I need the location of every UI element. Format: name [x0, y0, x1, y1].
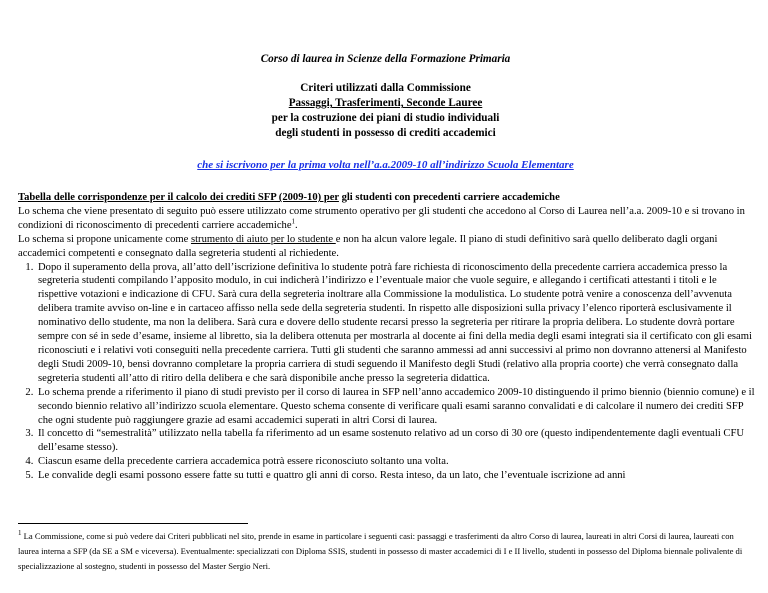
header-line-4: degli studenti in possesso di crediti accademici — [275, 127, 496, 139]
list-item: 2. Lo schema prende a riferimento il piano di studi previsto per il corso di laurea in SFP nell’anno accademico 2009-10 distinguendo il primo biennio (biennio comune) e il secondo biennio relativo all’indirizzo scuola elementare. Questo schema consente di verificare quali esami saranno convalidati e di calcolare il numero dei crediti SFP che ogni studente può raggiungere grazie ad esami accademici superati in altri Corsi di laurea. — [36, 386, 756, 428]
header-line-1: Criteri utilizzati dalla Commissione — [300, 82, 471, 94]
intro-paragraph-2: Lo schema si propone unicamente come strumento di aiuto per lo studente e non ha alcun valore legale. Il piano di studi definitivo sarà quello deliberato dagli organi accademici competenti e consegnato dalla segreteria studenti al richiedente. — [18, 233, 718, 259]
footnote-number: 1 — [18, 529, 22, 538]
footnote-ref[interactable]: 1 — [291, 217, 296, 226]
list-item: 3. Il concetto di “semestralità” utilizzato nella tabella fa riferimento ad un esame sostenuto relativo ad un corso di 30 ore (questo indipendentemente dagli eventuali CFU dell’esame stesso). — [36, 427, 756, 455]
table-title-rest: gli studenti con precedenti carriere accademiche — [338, 192, 560, 203]
footnote-divider — [18, 523, 248, 524]
document-body — [18, 191, 756, 483]
table-title — [18, 191, 756, 205]
list-item: 4. Ciascun esame della precedente carriera accademica potrà essere riconosciuto soltanto una volta. — [36, 455, 756, 469]
list-item: 1. Dopo il superamento della prova, all’atto dell’iscrizione definitiva lo studente potrà fare richiesta di riconoscimento della precedente carriera accademica presso la segreteria studenti compilando l’apposito modulo, in cui indicherà l’indirizzo e l’eventuale maior che vuole seguire, e allegando i certificati attestanti i titoli e le rispettive votazioni e indicazione di CFU. Sarà cura della segreteria inoltrare alla Commissione la modulistica. Lo studente potrà venire a conoscenza dell’avvenuta delibera tramite avviso on-line e in cartaceo affisso nella sede della segreteria studenti. In rispetto alle disposizioni sulla privacy l’elenco riporterà esclusivamente il nominativo dello studente, ma non la delibera. Sarà cura e dovere dello studente recarsi presso la segreteria per ritirare la propria delibera. Lo studente dovrà portare sempre con sé in sede d’esame, insieme al libretto, sia la delibera ottenuta per mostrarla al docente ai fini della media degli esami integrati sia il certificato con gli esami riconosciuti e i relativi voti conseguiti nella precedente carriera. Tutti gli studenti che saranno ammessi ad anni successivi al primo non dovranno attenersi al Manifesto degli Studi 2009-10, bensì dovranno completare la propria carriera di studi seguendo il Manifesto degli Studi (relativo alla propria coorte) che verrà consegnato dalla segreteria studenti all’atto di ritiro della delibera e che sarà disponibile anche presso la segreteria didattica. — [36, 261, 756, 386]
criteria-list — [18, 261, 756, 484]
footnote: $^1$ La Commissione, come si può vedere dai Criteri pubblicati nel sito, prende in esame in particolare i seguenti casi: passaggi e trasferimenti da altro Corso di laurea, laureati in altri Corsi di laurea, laureati con laurea interna a SFP (da SE a SM e viceversa). Eventualmente: specializzati con Diploma SSIS, studenti in possesso di master accademici di I e II livello, studenti in possesso del Diploma biennale polivalente di specializzazione al sostegno, studenti in possesso del Master Sergio Neri. — [18, 529, 743, 571]
underlined-phrase: strumento di aiuto per lo studente — [190, 233, 336, 245]
course-title: Corso di laurea in Scienze della Formazione Primaria — [260, 53, 511, 65]
table-title-main: Tabella delle corrispondenze per il calcolo dei crediti SFP (2009-10) per — [18, 192, 339, 203]
intro-paragraph-1: Lo schema che viene presentato di seguito può essere utilizzato come strumento operativo per gli studenti che accedono al Corso di Laurea nell’a.a. 2009-10 e si trovano in condizioni di riconoscimento di precedenti carriere accademiche$^1$. — [18, 205, 745, 231]
header-line-3: per la costruzione dei piani di studio individuali — [271, 112, 500, 124]
header-line-2: Passaggi, Trasferimenti, Seconde Lauree — [288, 97, 483, 109]
list-item: 5. Le convalide degli esami possono essere fatte su tutti e quattro gli anni di corso. Resta inteso, da un lato, che l’eventuale iscrizione ad anni — [36, 469, 756, 483]
enrollment-link[interactable]: che si iscrivono per la prima volta nell’a.a.2009-10 all’indirizzo Scuola Elementare — [197, 159, 574, 171]
